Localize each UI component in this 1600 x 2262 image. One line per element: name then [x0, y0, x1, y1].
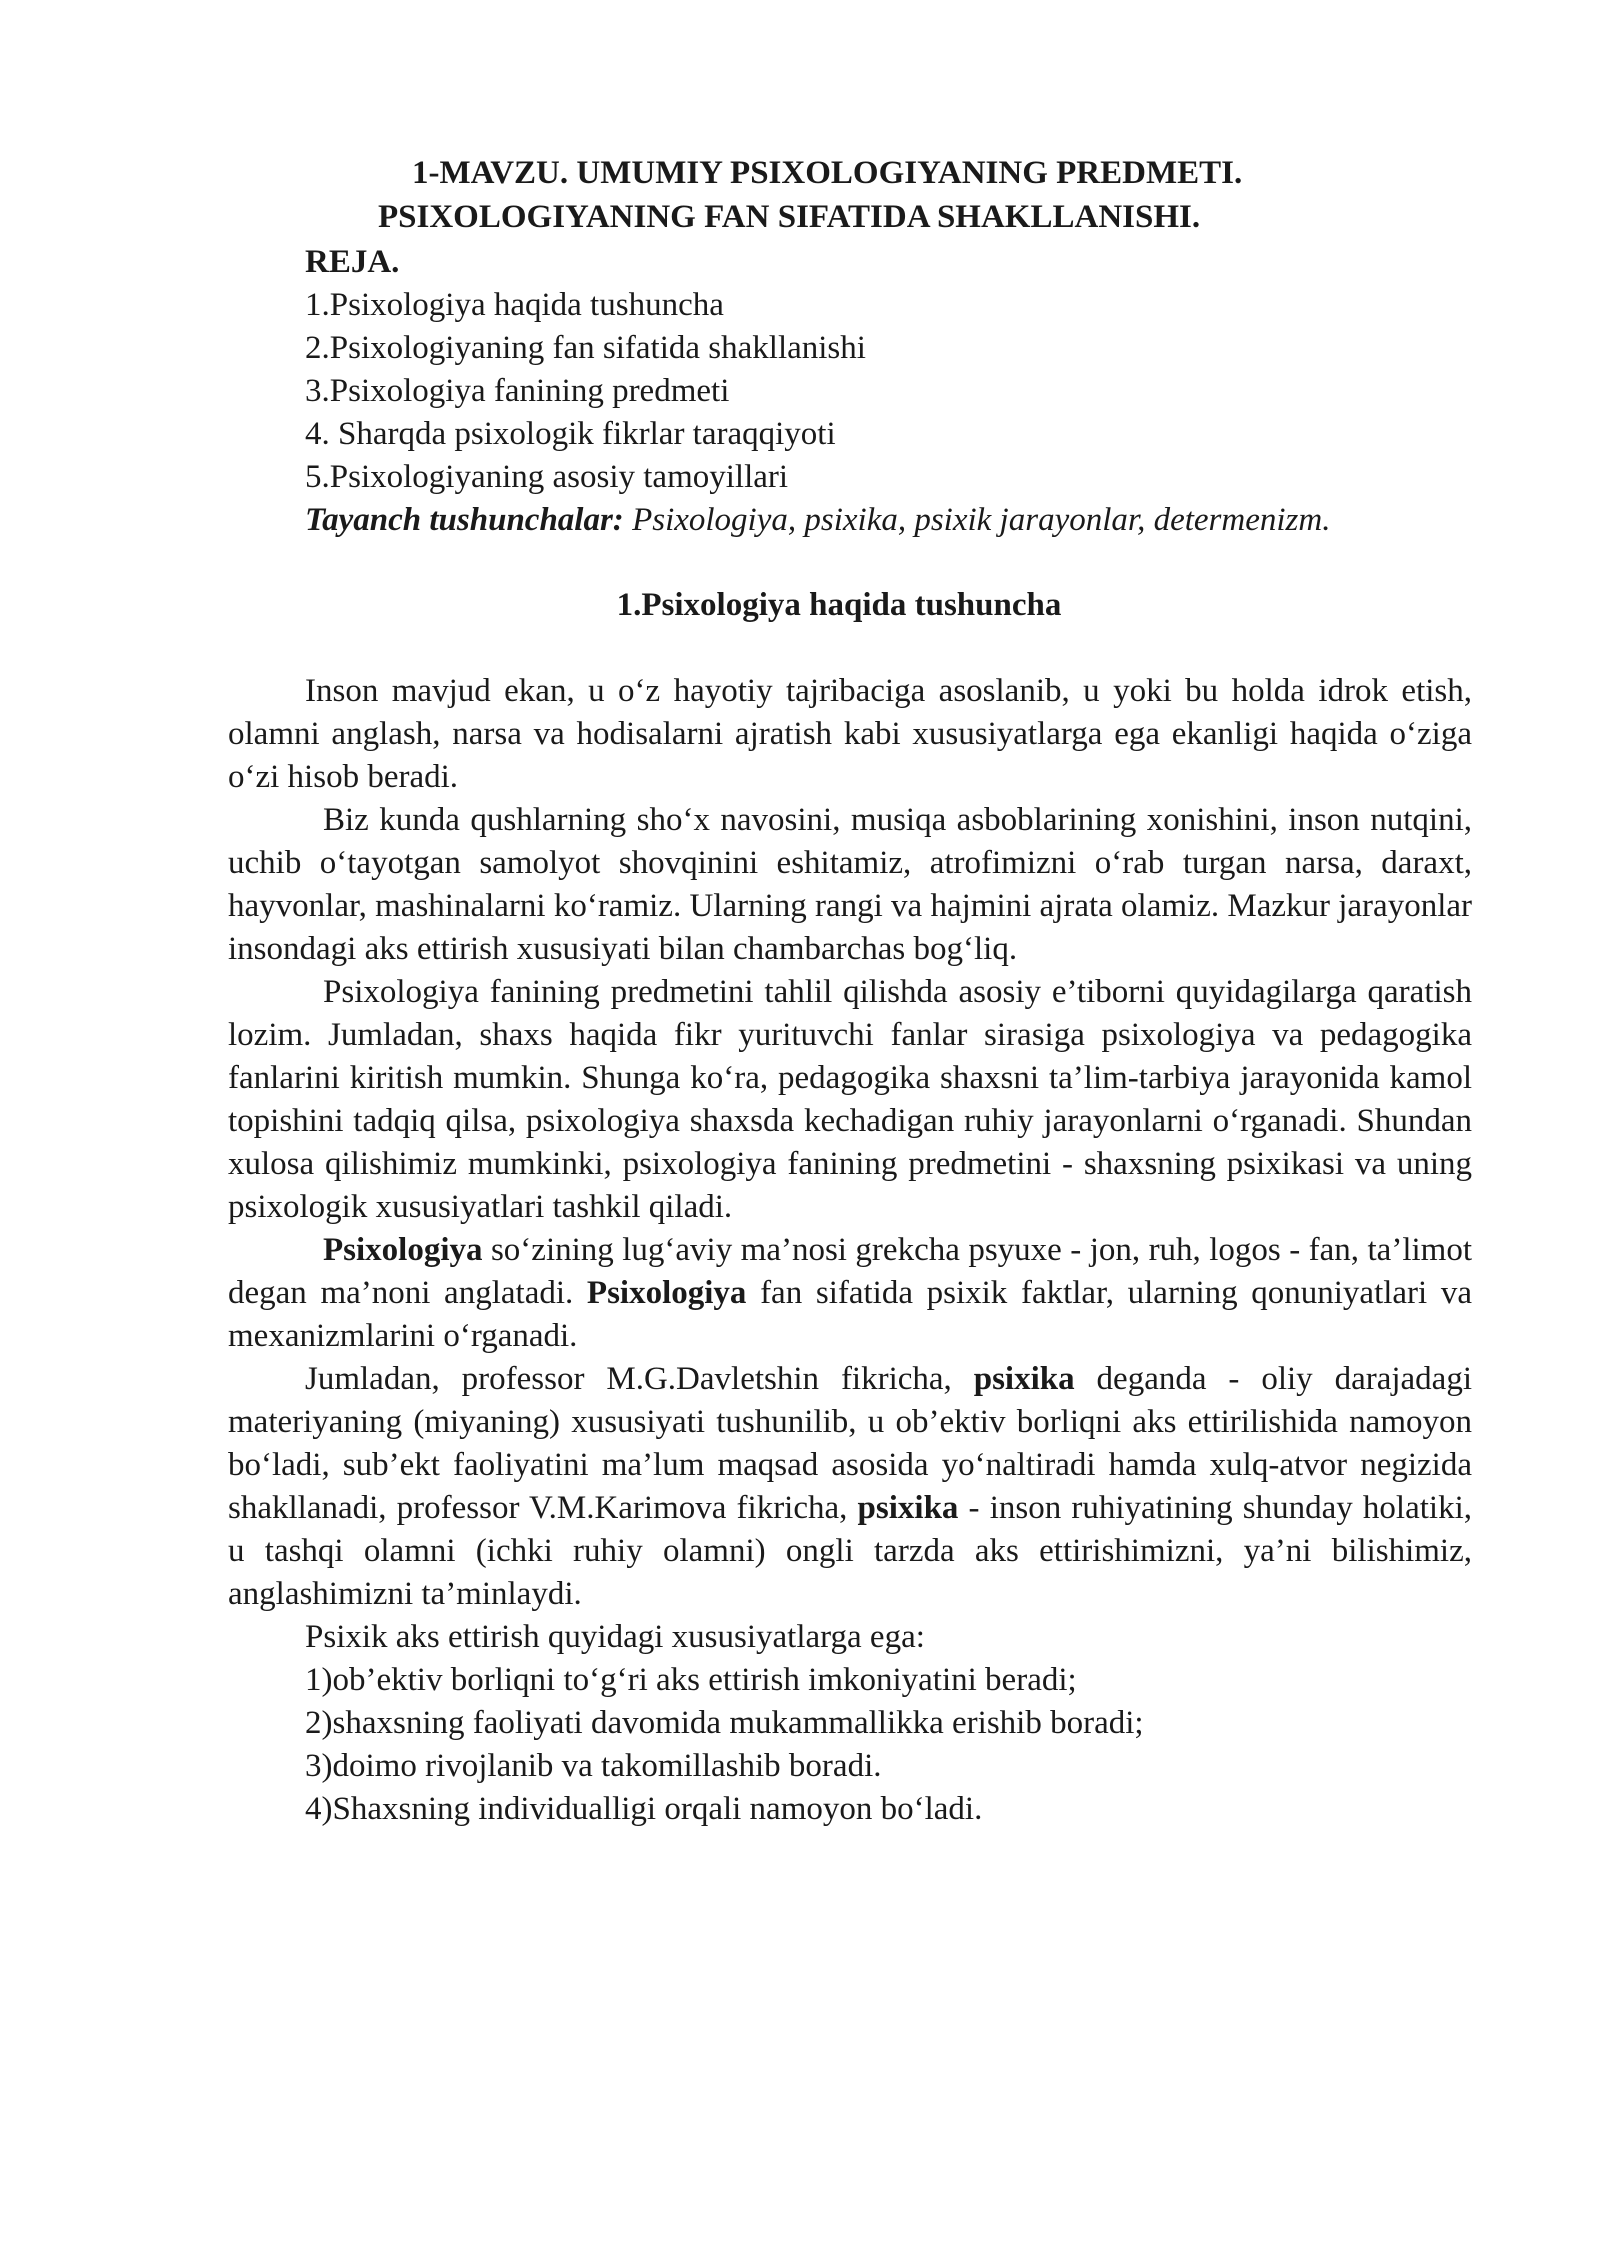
paragraph-5-text-2: deganda - oliy darajadagi materiyaning (miyaning) xususiyati tushunilib, u ob’ektiv borliqni aks ettirilishida namoyon bo‘ladi, sub’ekt faoliyatini ma’lum maqsad asosida yo‘naltiradi hamda xulq-atvor negizida shakllanadi, professor V.M.Karimova fikricha, — [228, 1361, 1473, 1526]
paragraph-5 — [228, 1358, 1472, 1616]
term-psixologiya-2: Psixologiya — [586, 1275, 747, 1311]
feature-item: 4)Shaxsning individualligi orqali namoyon bo‘ladi. — [305, 1791, 983, 1827]
document-title-line1: 1-MAVZU. UMUMIY PSIXOLOGIYANING PREDMETI. — [412, 155, 1243, 191]
paragraph-5-text-1: Jumladan, professor M.G.Davletshin fikricha, — [305, 1361, 974, 1397]
document-title-line2: PSIXOLOGIYANING FAN SIFATIDA SHAKLLANISHI. — [378, 199, 1201, 235]
keywords-text: Psixologiya, psixika, psixik jarayonlar, determenizm. — [623, 502, 1331, 538]
paragraph-2: Biz kunda qushlarning sho‘x navosini, musiqa asboblarining xonishini, inson nutqini, uchib o‘tayotgan samolyot shovqinini eshitamiz, atrofimizni o‘rab turgan narsa, daraxt, hayvonlar, mashinalarni ko‘ramiz. Ularning rangi va hajmini ajrata olamiz. Mazkur jarayonlar insondagi aks ettirish xususiyati bilan chambarchas bog‘liq. — [228, 802, 1472, 967]
keywords-label: Tayanch tushunchalar: — [305, 502, 624, 538]
feature-item: 2)shaxsning faoliyati davomida mukammallikka erishib boradi; — [305, 1705, 1144, 1741]
paragraph-6: Psixik aks ettirish quyidagi xususiyatlarga ega: — [305, 1619, 925, 1655]
features-list — [228, 1659, 1472, 1831]
feature-item: 3)doimo rivojlanib va takomillashib boradi. — [305, 1748, 882, 1784]
plan-item: 1.Psixologiya haqida tushuncha — [305, 287, 724, 323]
paragraph-5-text-3: - inson ruhiyatining shunday holatiki, u tashqi olamni (ichki ruhiy olamni) ongli tarzda aks ettirishimizni, ya’ni bilishimiz, anglashimizni ta’minlaydi. — [228, 1490, 1472, 1612]
feature-item: 1)ob’ektiv borliqni to‘g‘ri aks ettirish imkoniyatini beradi; — [305, 1662, 1077, 1698]
plan-item: 5.Psixologiyaning asosiy tamoyillari — [305, 459, 789, 495]
body-text — [228, 670, 1472, 1831]
plan-heading: REJA. — [305, 244, 400, 280]
paragraph-3: Psixologiya fanining predmetini tahlil qilishda asosiy e’tiborni quyidagilarga qaratish lozim. Jumladan, shaxs haqida fikr yurituvchi fanlar sirasiga psixologiya va pedagogika fanlarini kiritish mumkin. Shunga ko‘ra, pedagogika shaxsni ta’lim-tarbiya jarayonida kamol topishini tadqiq qilsa, psixologiya shaxsda kechadigan ruhiy jarayonlarni o‘rganadi. Shundan xulosa qilishimiz mumkinki, psixologiya fanining predmetini - shaxsning psixikasi va uning psixologik xususiyatlari tashkil qiladi. — [228, 974, 1472, 1225]
paragraph-4-text-1: so‘zining lug‘aviy ma’nosi grekcha psyuxe - jon, ruh, logos - fan, ta’limot degan ma’noni anglatadi. — [228, 1232, 1472, 1311]
keywords-line — [305, 499, 1330, 542]
term-psixika: psixika — [973, 1361, 1075, 1397]
section-heading: 1.Psixologiya haqida tushuncha — [616, 587, 1062, 623]
plan-item: 4. Sharqda psixologik fikrlar taraqqiyoti — [305, 416, 836, 452]
term-psixika-2: psixika — [857, 1490, 959, 1526]
plan-item: 3.Psixologiya fanining predmeti — [305, 373, 730, 409]
paragraph-4 — [228, 1229, 1472, 1358]
term-psixologiya: Psixologiya — [323, 1232, 483, 1268]
plan-item: 2.Psixologiyaning fan sifatida shakllanishi — [305, 330, 866, 366]
plan-list — [305, 284, 866, 499]
paragraph-4-text-2: fan sifatida psixik faktlar, ularning qonuniyatlari va mexanizmlarini o‘rganadi. — [228, 1275, 1473, 1354]
paragraph-1: Inson mavjud ekan, u o‘z hayotiy tajribaciga asoslanib, u yoki bu holda idrok etish, olamni anglash, narsa va hodisalarni ajratish kabi xususiyatlarga ega ekanligi haqida o‘ziga o‘zi hisob beradi. — [228, 673, 1472, 795]
